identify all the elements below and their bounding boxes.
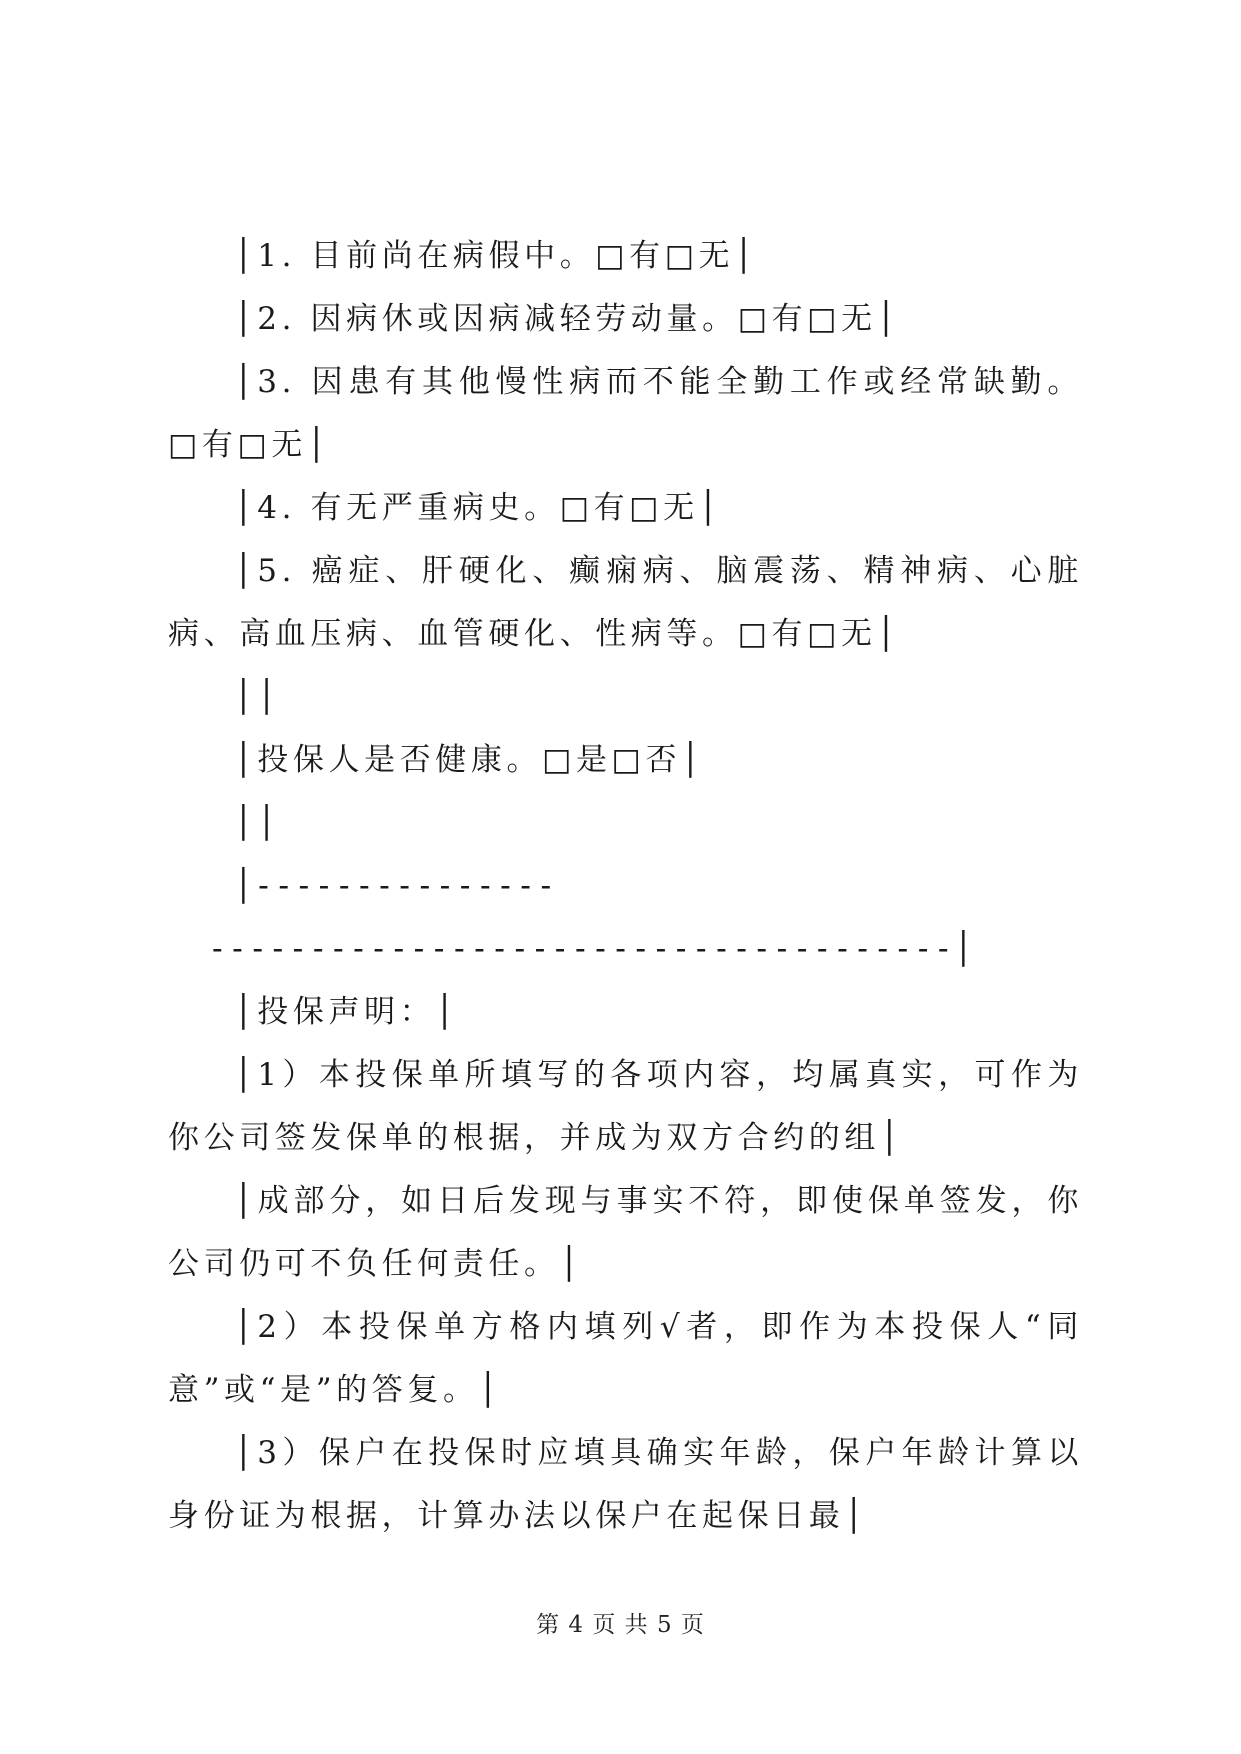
page-number-footer: 第 4 页 共 5 页	[536, 1612, 705, 1638]
question-disease-list: │5. 癌症、肝硬化、癫痫病、脑震荡、精神病、心脏病、高血压病、血管硬化、性病等。□有□无│	[168, 553, 1083, 652]
document-body	[168, 225, 1083, 1548]
question-sick-leave: │1. 目前尚在病假中。□有□无│	[234, 238, 758, 274]
declaration-heading: │投保声明：│	[234, 994, 459, 1030]
declaration-item-1-continued: │成部分，如日后发现与事实不符，即使保单签发，你公司仍可不负任何责任。│	[168, 1183, 1083, 1282]
dashed-separator-end: -------------------------------------│	[208, 931, 975, 967]
question-chronic-illness: │3. 因患有其他慢性病而不能全勤工作或经常缺勤。□有□无│	[168, 364, 1083, 463]
question-applicant-health: │投保人是否健康。□是□否│	[234, 742, 705, 778]
question-reduced-work: │2. 因病休或因病减轻劳动量。□有□无│	[234, 301, 900, 337]
declaration-item-3: │3）保户在投保时应填具确实年龄，保户年龄计算以身份证为根据，计算办法以保户在起保日最│	[168, 1435, 1083, 1534]
empty-table-row: ││	[234, 679, 281, 715]
declaration-item-1: │1）本投保单所填写的各项内容，均属真实，可作为你公司签发保单的根据，并成为双方合约的组│	[168, 1057, 1083, 1156]
empty-table-row: ││	[234, 805, 281, 841]
dashed-separator-start: │---------------	[234, 868, 557, 904]
declaration-item-2: │2）本投保单方格内填列√者，即作为本投保人“同意”或“是”的答复。│	[168, 1309, 1083, 1408]
question-serious-history: │4. 有无严重病史。□有□无│	[234, 490, 722, 526]
